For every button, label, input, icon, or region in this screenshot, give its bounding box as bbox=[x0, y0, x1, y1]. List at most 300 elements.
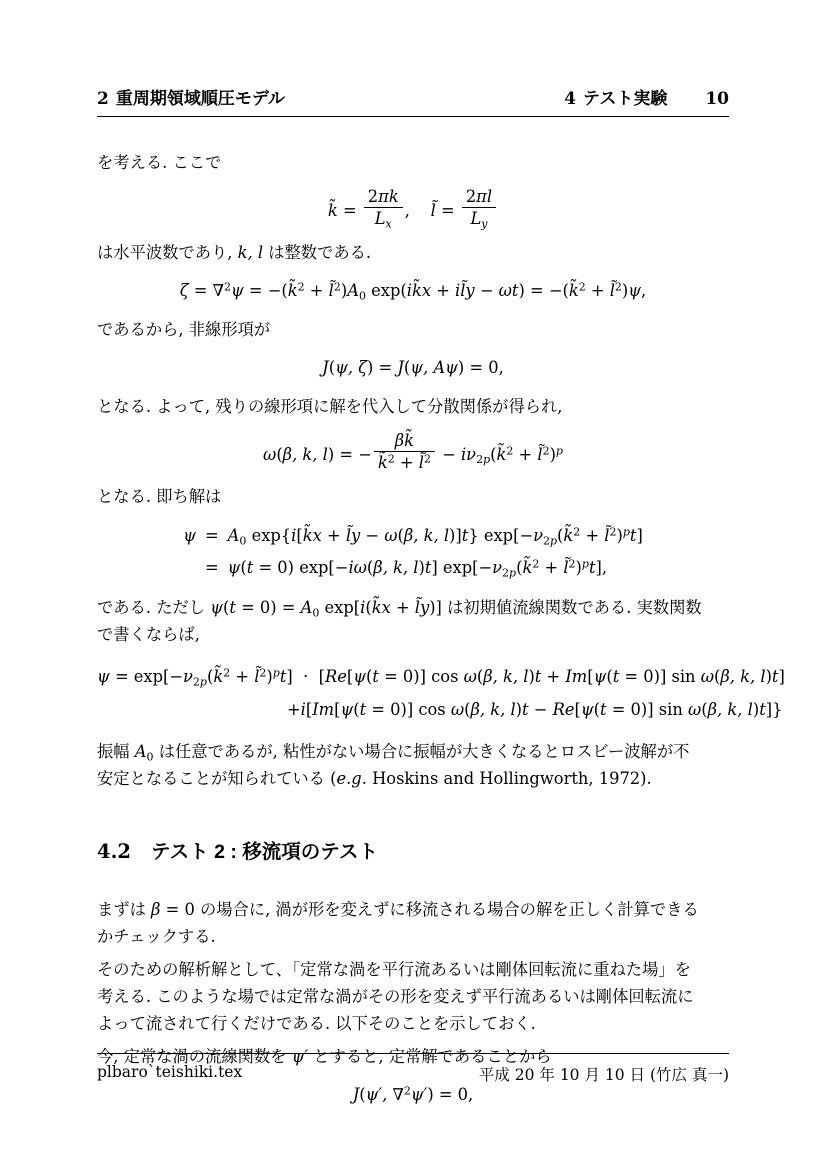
text-run: l̃y bbox=[345, 526, 361, 545]
text-run: β, k, l bbox=[470, 700, 516, 719]
equation-rhs bbox=[228, 552, 643, 584]
text-run: ( bbox=[365, 598, 372, 617]
text-run: ν bbox=[533, 526, 543, 545]
paragraph bbox=[97, 738, 729, 792]
text-run: 2 bbox=[476, 453, 484, 467]
text-run: ( bbox=[328, 358, 336, 377]
text-run: ω bbox=[450, 700, 465, 719]
text-run: 2 bbox=[573, 525, 581, 539]
superscript bbox=[582, 558, 589, 571]
text-run: β bbox=[151, 900, 161, 919]
text-run: ω bbox=[384, 526, 398, 545]
text-run: exp[ bbox=[319, 598, 361, 617]
text-run: は整数である. bbox=[263, 243, 372, 262]
header-section bbox=[564, 84, 729, 109]
text-run: + bbox=[539, 558, 564, 577]
text-run: ( bbox=[516, 558, 523, 577]
text-run: ] · [ bbox=[286, 667, 325, 686]
display-equation bbox=[97, 276, 729, 306]
text-run: ω bbox=[700, 667, 715, 686]
text-run: ) = bbox=[367, 358, 398, 377]
text-run: 2 bbox=[297, 280, 305, 294]
superscript bbox=[556, 444, 563, 457]
text-run: ) bbox=[616, 526, 623, 545]
text-run: = 0)] cos bbox=[366, 700, 451, 719]
text-run: t bbox=[759, 700, 766, 719]
text-run: 2 bbox=[223, 666, 231, 680]
text-run: ψ bbox=[353, 667, 367, 686]
display-equation bbox=[97, 430, 729, 473]
equation-lhs bbox=[183, 520, 196, 552]
text-run: k̃ bbox=[568, 281, 579, 300]
paragraph bbox=[97, 896, 729, 950]
text-run: 2 bbox=[614, 280, 622, 294]
text-run: )] bbox=[449, 526, 462, 545]
running-header bbox=[97, 84, 729, 117]
text-run: p bbox=[550, 534, 558, 548]
paragraph bbox=[97, 316, 729, 343]
text-run: + bbox=[394, 453, 419, 472]
text-run: A bbox=[347, 281, 359, 300]
text-run: πk bbox=[378, 187, 399, 206]
superscript bbox=[610, 526, 617, 539]
text-run: の場合に, 渦が形を変えずに移流される場合の解を正しく計算できる bbox=[199, 900, 699, 919]
text-run: ψ′, bbox=[365, 1085, 393, 1104]
aligned-equation bbox=[97, 520, 729, 584]
text-run: k̃ bbox=[377, 453, 388, 472]
text-run: ω bbox=[688, 700, 702, 719]
header-section-label bbox=[564, 84, 667, 109]
text-run: ψ bbox=[340, 700, 354, 719]
text-run: 2 bbox=[367, 187, 379, 206]
text-run: + bbox=[230, 667, 255, 686]
page-number: 10 bbox=[705, 89, 729, 109]
text-run: ψ′ bbox=[410, 1085, 428, 1104]
text-run: p bbox=[581, 557, 589, 571]
document-body bbox=[97, 117, 785, 1110]
superscript bbox=[298, 281, 305, 294]
content-column bbox=[97, 84, 785, 1120]
text-run: ( bbox=[366, 667, 373, 686]
footer-filename: plbaro`teishiki.tex bbox=[97, 1063, 243, 1081]
superscript bbox=[543, 444, 550, 457]
text-run: ( bbox=[557, 526, 564, 545]
superscript bbox=[615, 281, 622, 294]
superscript bbox=[579, 281, 586, 294]
text-run: ) bbox=[515, 700, 523, 719]
chapter-number: 2 bbox=[97, 89, 109, 109]
text-run: ( bbox=[366, 558, 374, 577]
text-run: [ bbox=[334, 700, 341, 719]
text-run: [ bbox=[574, 700, 581, 719]
text-run: ], bbox=[595, 558, 608, 577]
text-run: 2 bbox=[259, 666, 267, 680]
text-run: = 0)] cos bbox=[378, 667, 464, 686]
text-run: ψ bbox=[97, 667, 110, 686]
superscript bbox=[404, 1085, 411, 1098]
paragraph bbox=[97, 594, 729, 648]
paragraph bbox=[97, 956, 729, 1037]
text-run: exp( bbox=[365, 281, 407, 300]
text-run: + bbox=[431, 281, 456, 300]
text-run: J bbox=[397, 358, 404, 377]
text-run: e.g. bbox=[336, 769, 367, 788]
text-run: ν bbox=[183, 667, 193, 686]
text-run: ( bbox=[714, 667, 721, 686]
text-line bbox=[97, 149, 729, 176]
text-run: 今, 定常な渦の流線関数を bbox=[97, 1047, 292, 1066]
text-run: ) bbox=[765, 667, 772, 686]
text-run: = ∇ bbox=[188, 281, 224, 300]
text-run: β, k, l bbox=[483, 667, 529, 686]
text-run: 考える. このような場では定常な渦がその形を変えず平行流あるいは剛体回転流に bbox=[97, 987, 694, 1006]
running-footer bbox=[97, 1053, 729, 1085]
text-run: ψ, Aψ bbox=[410, 358, 458, 377]
text-run: βk̃ bbox=[394, 431, 415, 450]
text-run: ψ′ bbox=[291, 1047, 309, 1066]
text-run: 2 bbox=[506, 444, 514, 458]
superscript bbox=[273, 667, 280, 680]
text-run: A bbox=[300, 598, 313, 617]
text-run: Im bbox=[565, 667, 588, 686]
text-run: k̃ bbox=[287, 281, 298, 300]
text-run: − bbox=[528, 700, 553, 719]
text-run: A bbox=[227, 526, 240, 545]
text-run: ( bbox=[206, 667, 214, 686]
text-run: は水平波数であり, bbox=[97, 243, 238, 262]
subscript bbox=[147, 750, 154, 763]
text-run: 0 bbox=[239, 534, 247, 548]
text-run: } exp[− bbox=[468, 526, 534, 545]
subscript bbox=[481, 217, 487, 230]
text-run: k̃ bbox=[563, 526, 574, 545]
text-run: iν bbox=[460, 444, 477, 464]
text-run: = −( bbox=[243, 281, 288, 300]
text-run: を考える. ここで bbox=[97, 153, 222, 172]
text-run: ]} bbox=[765, 700, 783, 719]
text-run: A bbox=[134, 742, 147, 761]
text-run: ] exp[− bbox=[431, 558, 493, 577]
paragraph bbox=[97, 149, 729, 176]
text-run: k̃ bbox=[327, 200, 338, 220]
text-run: 2 bbox=[568, 557, 576, 571]
text-run: − bbox=[360, 526, 385, 545]
text-run: [ bbox=[305, 700, 313, 719]
text-run: J bbox=[322, 358, 329, 377]
superscript bbox=[224, 281, 231, 294]
text-run: ( bbox=[276, 444, 283, 464]
text-run: ) = −( bbox=[518, 281, 569, 300]
equation-row bbox=[183, 520, 643, 552]
equation-lhs bbox=[183, 552, 196, 584]
text-run: 2 bbox=[542, 444, 550, 458]
superscript bbox=[424, 453, 431, 466]
paragraph bbox=[97, 483, 729, 510]
text-line bbox=[97, 765, 729, 792]
text-run: ∇ bbox=[392, 1085, 404, 1104]
text-line bbox=[97, 1010, 729, 1037]
text-run: ] bbox=[778, 667, 785, 686]
text-run: ( bbox=[403, 358, 411, 377]
text-run: t bbox=[461, 526, 469, 545]
text-line bbox=[97, 896, 729, 923]
subscript bbox=[386, 217, 392, 230]
text-run: ) bbox=[340, 281, 348, 300]
text-run: l̃ bbox=[430, 200, 436, 220]
text-line bbox=[97, 239, 729, 266]
text-run: i bbox=[360, 598, 366, 617]
text-run: ( bbox=[464, 700, 471, 719]
text-line bbox=[97, 983, 729, 1010]
text-run: x bbox=[385, 217, 392, 231]
text-run: となる. 即ち解は bbox=[97, 487, 222, 506]
text-run: + bbox=[321, 526, 346, 545]
subscript bbox=[359, 289, 366, 302]
subscript bbox=[543, 534, 557, 547]
text-run: l̃ bbox=[537, 444, 543, 464]
subscript bbox=[502, 566, 516, 579]
text-run: かチェックする. bbox=[97, 927, 216, 946]
text-run: β, k, l bbox=[403, 526, 450, 545]
text-run: y bbox=[481, 217, 488, 231]
text-line bbox=[97, 483, 729, 510]
text-run: t bbox=[279, 667, 287, 686]
text-line bbox=[97, 393, 729, 420]
equation-relation: = bbox=[204, 526, 219, 545]
text-run: l̃ bbox=[604, 526, 610, 545]
text-run: ( bbox=[490, 444, 497, 464]
text-run: 2 bbox=[333, 280, 341, 294]
text-run: k̃ bbox=[213, 667, 224, 686]
text-run: L bbox=[374, 209, 386, 228]
text-run: , bbox=[404, 200, 431, 220]
text-run: p bbox=[272, 666, 280, 680]
text-run: ( bbox=[606, 667, 613, 686]
text-run: ( bbox=[593, 700, 600, 719]
fraction bbox=[462, 186, 496, 229]
text-run: 0 bbox=[312, 606, 320, 620]
paragraph bbox=[97, 239, 729, 266]
text-run: ( bbox=[240, 558, 247, 577]
text-run: exp{ bbox=[246, 526, 292, 545]
text-run: t bbox=[588, 558, 596, 577]
text-run: ζ bbox=[179, 281, 189, 300]
text-run: t bbox=[372, 667, 379, 686]
text-run: = exp[− bbox=[109, 667, 184, 686]
text-run: l̃ bbox=[563, 558, 569, 577]
text-run: ( bbox=[701, 700, 708, 719]
text-run: p bbox=[199, 675, 207, 689]
equation-rhs bbox=[228, 520, 643, 552]
superscript bbox=[623, 526, 630, 539]
text-run: ψ bbox=[183, 526, 196, 545]
text-line bbox=[97, 738, 729, 765]
text-run: ( bbox=[223, 598, 230, 617]
text-run: t bbox=[359, 700, 367, 719]
text-run: とすると, 定常解であることから bbox=[308, 1047, 552, 1066]
text-line bbox=[97, 956, 729, 983]
text-line bbox=[97, 923, 729, 950]
text-run: 2 bbox=[578, 280, 586, 294]
section-title: テスト 2 : 移流項のテスト bbox=[150, 841, 378, 863]
display-equation bbox=[97, 353, 729, 383]
display-equation bbox=[97, 186, 729, 229]
subscript bbox=[476, 453, 490, 466]
fraction-denominator bbox=[374, 451, 435, 473]
text-run: ψ, ζ bbox=[335, 358, 368, 377]
text-run: t bbox=[612, 667, 620, 686]
subscript bbox=[193, 675, 207, 688]
fraction-denominator bbox=[364, 207, 403, 229]
text-run: i bbox=[291, 526, 297, 545]
text-run: + bbox=[390, 598, 415, 617]
text-run: 安定となることが知られている ( bbox=[97, 769, 337, 788]
text-run: t bbox=[629, 526, 637, 545]
text-line bbox=[97, 594, 729, 621]
text-line bbox=[97, 621, 729, 648]
header-chapter bbox=[97, 84, 285, 109]
text-run: − bbox=[436, 444, 461, 464]
text-run: t bbox=[599, 700, 607, 719]
text-run: となる. よって, 残りの線形項に解を代入して分散関係が得られ, bbox=[97, 397, 563, 416]
text-run: ψ bbox=[593, 667, 607, 686]
text-run: k, l bbox=[237, 243, 264, 262]
text-run: まずは bbox=[97, 900, 152, 919]
footer-date: 平成 20 年 10 月 10 日 (竹広 真一) bbox=[478, 1066, 729, 1084]
text-run: = 0)] sin bbox=[619, 667, 701, 686]
text-run: 0 bbox=[146, 750, 154, 764]
text-run: ω bbox=[463, 667, 477, 686]
text-run: Re bbox=[324, 667, 347, 686]
text-run: 2 bbox=[532, 557, 540, 571]
text-run: そのための解析解として、「定常な渦を平行流あるいは剛体回転流に重ねた場」を bbox=[97, 960, 691, 979]
text-run: β, k, l bbox=[707, 700, 753, 719]
text-run: = 0 bbox=[160, 900, 200, 919]
text-run: J bbox=[352, 1085, 360, 1104]
text-run: = 0) = bbox=[235, 598, 301, 617]
text-run: [ bbox=[587, 667, 594, 686]
text-run: p bbox=[483, 453, 491, 467]
text-run: ν bbox=[492, 558, 503, 577]
text-run: で書くならば, bbox=[97, 625, 200, 644]
section-number: 4.2 bbox=[97, 840, 131, 863]
text-run: ) = − bbox=[327, 444, 372, 464]
section-number-header: 4 bbox=[564, 89, 576, 109]
text-run: iω bbox=[348, 558, 367, 577]
text-run: + bbox=[287, 700, 301, 719]
text-run: k̃x bbox=[302, 526, 322, 545]
text-run: ) bbox=[752, 700, 760, 719]
text-run: 0 bbox=[358, 289, 366, 303]
text-run: 2 bbox=[543, 534, 550, 548]
text-run: は任意であるが, 粘性がない場合に振幅が大きくなるとロスビー波解が不 bbox=[153, 742, 690, 761]
text-run: k̃ bbox=[496, 444, 507, 464]
text-run: 2 bbox=[403, 1084, 411, 1098]
equation-relation: = bbox=[204, 558, 219, 577]
text-run: = bbox=[435, 200, 460, 220]
text-run: ] bbox=[636, 526, 643, 545]
text-run: ) = 0, bbox=[457, 358, 504, 377]
text-run: Hoskins and Hollingworth, 1972). bbox=[366, 769, 652, 788]
text-run: p bbox=[555, 444, 563, 458]
equation-row bbox=[183, 552, 643, 584]
text-run: である. ただし bbox=[97, 598, 211, 617]
section-title-header: テスト実験 bbox=[583, 89, 668, 108]
text-run: ψ bbox=[230, 281, 244, 300]
text-run: β, k, l bbox=[373, 558, 419, 577]
text-run: ) bbox=[418, 558, 425, 577]
text-run: l̃ bbox=[328, 281, 334, 300]
text-run: [ bbox=[296, 526, 303, 545]
text-run: 振幅 bbox=[97, 742, 135, 761]
text-run: ψ bbox=[628, 281, 642, 300]
text-run: L bbox=[470, 209, 482, 228]
text-run: ) bbox=[549, 444, 556, 464]
fraction-denominator bbox=[462, 207, 496, 229]
text-run: ) bbox=[575, 558, 582, 577]
text-run: l̃ bbox=[418, 453, 424, 472]
text-run: = bbox=[337, 200, 362, 220]
text-run: Re bbox=[552, 700, 575, 719]
superscript bbox=[388, 453, 395, 466]
text-run: は初期値流線関数である. 実数関数 bbox=[447, 598, 702, 617]
text-run: [ bbox=[346, 667, 354, 686]
text-run: β, k, l bbox=[282, 444, 328, 464]
text-run: よって流されて行くだけである. 以下そのことを示しておく. bbox=[97, 1014, 536, 1033]
text-run: 2 bbox=[609, 525, 617, 539]
section-heading bbox=[97, 838, 729, 866]
text-run: 2 bbox=[387, 452, 395, 466]
text-run: k̃ bbox=[522, 558, 533, 577]
text-run: ψ bbox=[227, 558, 241, 577]
text-run: , bbox=[641, 281, 647, 300]
text-run: k̃x bbox=[371, 598, 391, 617]
equation-table bbox=[183, 520, 643, 584]
text-run: t bbox=[771, 667, 779, 686]
equation-line bbox=[97, 660, 785, 693]
fraction-numerator bbox=[462, 186, 496, 207]
text-run: 2 bbox=[223, 280, 231, 294]
superscript bbox=[334, 281, 341, 294]
fraction bbox=[374, 430, 435, 473]
text-run: − bbox=[474, 281, 499, 300]
text-run: il̃y bbox=[455, 281, 475, 300]
text-run: t bbox=[424, 558, 432, 577]
text-run: β, k, l bbox=[720, 667, 766, 686]
text-run: i bbox=[300, 700, 306, 719]
text-run: l̃ bbox=[609, 281, 615, 300]
text-run: t bbox=[246, 558, 254, 577]
fraction-numerator bbox=[364, 186, 403, 207]
fraction-numerator bbox=[374, 430, 435, 451]
text-run: ) bbox=[621, 281, 629, 300]
fraction bbox=[364, 186, 403, 229]
text-run: 2 bbox=[465, 187, 477, 206]
multiline-equation bbox=[97, 660, 785, 726]
text-run: ψ bbox=[580, 700, 594, 719]
text-run: Im bbox=[312, 700, 335, 719]
text-run: t bbox=[534, 667, 542, 686]
text-run: + bbox=[585, 281, 610, 300]
text-run: + bbox=[513, 444, 538, 464]
text-run: ( bbox=[359, 1085, 366, 1104]
text-run: ( bbox=[397, 526, 404, 545]
text-run: ψ bbox=[210, 598, 223, 617]
equation-line bbox=[287, 693, 783, 726]
text-run: ) bbox=[266, 667, 273, 686]
text-run: ωt bbox=[498, 281, 519, 300]
text-run: + bbox=[580, 526, 605, 545]
